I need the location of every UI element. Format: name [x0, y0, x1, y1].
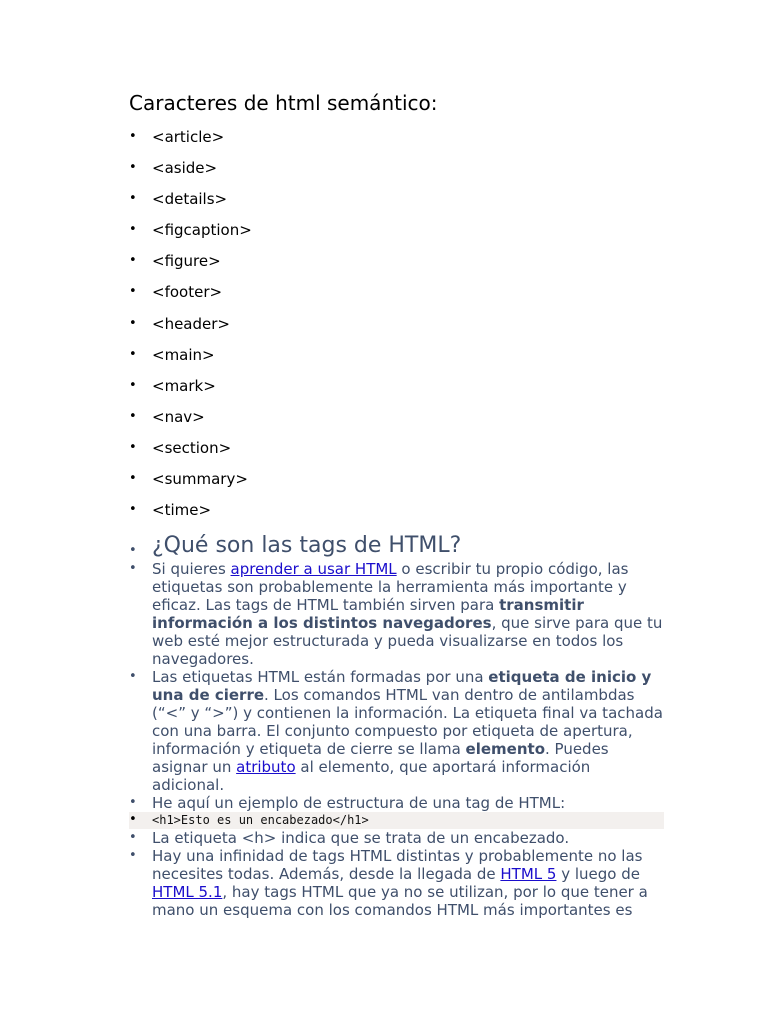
text: Las etiquetas HTML están formadas por una — [152, 668, 489, 687]
paragraph-structure — [129, 668, 664, 794]
text: . Puedes asignar un — [152, 740, 609, 777]
text: o escribir tu propio código, las etiquetas son probablemente la herramienta más importante y eficaz. Las tags de HTML también sirven para — [152, 560, 629, 615]
list-item: • <mark> — [129, 377, 664, 408]
code-example: • <h1>Esto es un encabezado</h1> — [129, 812, 664, 829]
text: . Los comandos HTML van dentro de antilambdas (“<” y “>”) y contienen la información. La etiqueta final va tachada con una barra. El conjunto compuesto por etiqueta de apertura, información y etiqueta de cierre se llama — [152, 686, 663, 759]
list-item: • <details> — [129, 190, 664, 221]
article-list — [129, 532, 664, 919]
list-item: • <summary> — [129, 470, 664, 501]
list-item: • <section> — [129, 439, 664, 470]
text: , hay tags HTML que ya no se utilizan, por lo que tener a mano un esquema con los comandos HTML más importantes es — [152, 883, 648, 920]
paragraph-intro — [129, 560, 664, 668]
link-html5[interactable]: HTML 5 — [500, 865, 557, 884]
link-html51[interactable]: HTML 5.1 — [152, 883, 223, 902]
document-page — [129, 90, 664, 919]
paragraph-example-intro: • He aquí un ejemplo de estructura de una tag de HTML: — [129, 794, 664, 812]
text: y luego de — [556, 865, 641, 884]
paragraph-html5 — [129, 847, 664, 919]
text: al elemento, que aportará información adicional. — [152, 758, 591, 795]
bold-text: elemento — [465, 740, 545, 759]
list-item: • <nav> — [129, 408, 664, 439]
text: Hay una infinidad de tags HTML distintas y probablemente no las necesites todas. Además, desde la llegada de — [152, 847, 643, 884]
link-atributo[interactable]: atributo — [236, 758, 296, 777]
semantic-tags-list — [129, 128, 664, 532]
paragraph-h-tag: • La etiqueta <h> indica que se trata de un encabezado. — [129, 829, 664, 847]
list-item: • <aside> — [129, 159, 664, 190]
list-item: • <figure> — [129, 252, 664, 283]
article-heading: • ¿Qué son las tags de HTML? — [129, 532, 664, 560]
list-item: • <figcaption> — [129, 221, 664, 252]
text: , que sirve para que tu web esté mejor estructurada y pueda visualizarse en todos los navegadores. — [152, 614, 663, 669]
list-item: • <header> — [129, 315, 664, 346]
page-title: Caracteres de html semántico: — [129, 91, 438, 115]
list-item: • <article> — [129, 128, 664, 159]
bold-text: etiqueta de inicio y una de cierre — [152, 668, 652, 705]
text: Si quieres — [152, 560, 231, 579]
list-item: • <time> — [129, 501, 664, 532]
list-item: • <footer> — [129, 283, 664, 314]
link-aprender-html[interactable]: aprender a usar HTML — [230, 560, 397, 579]
bold-text: transmitir información a los distintos navegadores — [152, 596, 584, 633]
list-item: • <main> — [129, 346, 664, 377]
